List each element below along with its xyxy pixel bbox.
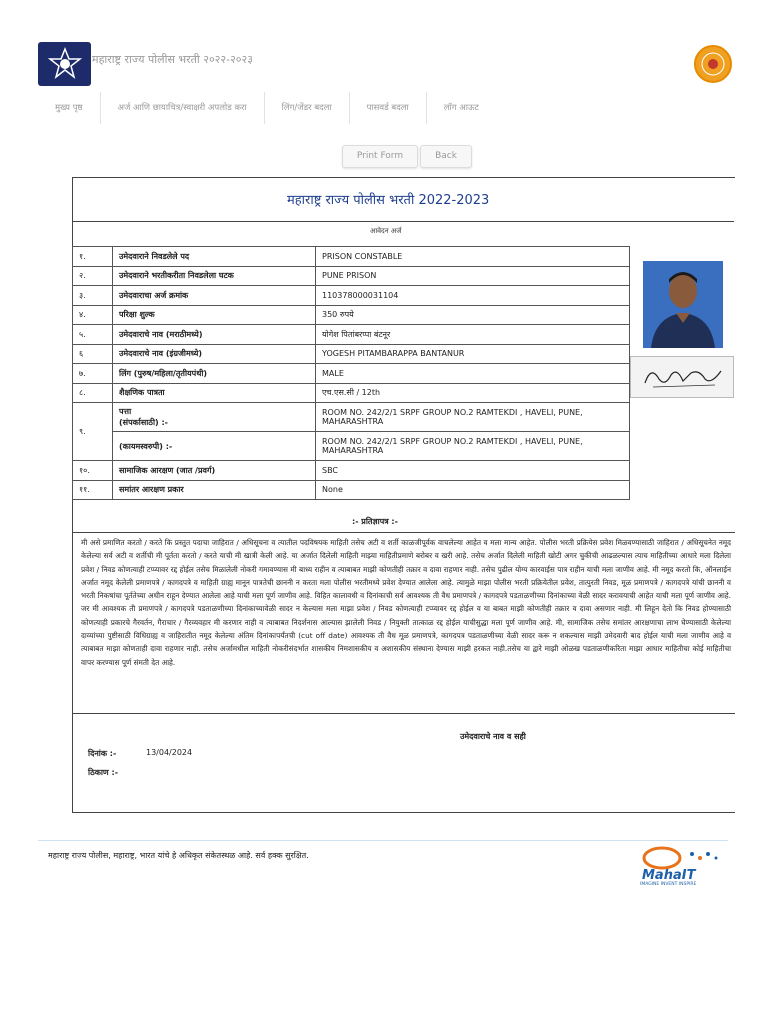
nav-item-upload[interactable]: अर्ज आणि छायाचित्र/स्वाक्षरी अपलोड करा	[101, 92, 265, 124]
site-title: महाराष्ट्र राज्य पोलीस भरती २०२२-२०२३	[92, 53, 253, 66]
declaration-text: मी असे प्रमाणित करतो / करते कि प्रस्तुत पदाचा जाहिरात / अधिसूचना व त्यातील पदविषयक माहिती तसेच अटी व शर्ती काळजीपूर्वक वाचलेल्या आहेत व मला मान्य आहेत. पोलीस भरती प्रक्रियेस प्रवेश मिळवण्यासाठी जाहिरात / अधिसूचनेत नमूद केलेल्या सर्व अटी व शर्तीची मी पूर्तता करतो / करते याची मी खात्री केली आहे. या अर्जात दिलेली माहिती माझ्या माहितीप्रमाणे बरोबर व खरी आहे. तसेच अर्जात दिलेली माहिती खोटी अगर चुकीची आढळल्यास त्याच माहितीच्या आधारे मला दिलेला प्रवेश / निवड कोणत्याही टप्प्यावर रद्द होईल तसेच मिळालेली नोकरी गमावण्यास मी बाध्य राहीन व त्याबाबत माझी कोणतीही तक्रार व दावा राहणार नाही. तसेच पुढील योग्य कारवाईस पात्र राहीन याची मला जाणीव आहे. मी नमूद करतो कि, ऑनलाईन अर्जात नमूद केलेली प्रमाणपत्रे / कागदपत्रे व माहिती ग्राह्य मानून पात्रतेची छाननी न करता मला पोलीस भरतीमध्ये प्रवेश देण्यात आलेला आहे. त्यामुळे माझा पोलीस भरती प्रक्रियेतील प्रवेश, तात्पुरती निवड, मूळ प्रमाणपत्रे / कागदपत्रे यांची छाननी व भरती निकषांचा पूर्ततेच्या अधीन राहून देण्यात आलेला आहे याची मला पूर्ण जाणीव आहे. विहित कालावधी व दिनांकाची सर्व आवश्यक ती वैध प्रमाणपत्रे / कागदपत्रे पडताळणीच्या दिनांकाच्या वेळी सादर करावयाची आहेत याची मला पूर्ण जाणीव आहे. जर मी आवश्यक ती प्रमाणपत्रे / कागदपत्रे पडताळणीच्या दिनांकाच्यावेळी सादर न केल्यास मला माझा प्रवेश / निवड कोणत्याही टप्प्यावर रद्द होईल व या बाबत माझी कोणतीही तक्रार व दावा असणार नाही. मी लिहून देतो कि निवड होण्यासाठी कोणत्याही प्रकारचे गैरवर्तन, गैराचार / गैरव्यवहार मी करणार नाही व त्याबाबत निदर्शनास आल्यास झालेली निवड / नियुक्ती तात्काळ रद्द होईल याचीसुद्धा मला पूर्ण जाणीव आहे. मी, सामाजिक तसेच समांतर आरक्षणाचा लाभ घेण्यासाठी केलेल्या दाव्यांच्या पुष्टीसाठी विधिग्राह्य व जाहिरातीत नमूद केलेल्या अंतिम दिनांकापर्यंतची (cut off date) आवश्यक ती वैध मूळ प्रमाणपत्रे, कागदपत्र पडताळणीच्या वेळी सादर करू न शकल्यास माझी उमेदवारी बाद होईल याची मला जाणीव आहे व त्याबाबत माझा कोणताही दावा राहणार नाही. तसेच अर्जामधील माहिती नोकरीसंदर्भात शासकीय निमशासकीय व अशासकीय संस्थाना देण्यास माझी हरकत नाही.तसेच या द्वारे माझी ओळख पडताळणीकरिता माझा आधार माहितीचा कोई माहितीचा वापर करण्यास पूर्ण संमती देत आहे.	[81, 538, 731, 667]
seal-icon	[700, 51, 726, 77]
row-value: SBC	[316, 461, 630, 481]
table-row	[73, 480, 630, 500]
table-row	[73, 305, 630, 325]
form-subtitle: आवेदन अर्ज	[370, 227, 402, 235]
address-comm-value: ROOM NO. 242/2/1 SRPF GROUP NO.2 RAMTEKDI , HAVELI, PUNE, MAHARASHTRA	[316, 403, 630, 432]
candidate-signature	[630, 356, 734, 398]
address-perm-label: (कायमस्वरुपी) :-	[113, 432, 316, 461]
table-row	[73, 325, 630, 345]
row-number: ७.	[73, 364, 113, 384]
row-label: समांतर आरक्षण प्रकार	[113, 480, 316, 500]
mahait-tagline: IMAGINE INVENT INSPIRE	[640, 882, 697, 887]
row-value: YOGESH PITAMBARAPPA BANTANUR	[316, 344, 630, 364]
row-number: ११.	[73, 480, 113, 500]
row-value: एच.एस.सी / 12th	[316, 383, 630, 403]
row-label: उमेदवाराने निवडलेले पद	[113, 247, 316, 267]
row-label: लिंग (पुरुष/महिला/तृतीयपंथी)	[113, 364, 316, 384]
row-value: MALE	[316, 364, 630, 384]
table-row	[73, 266, 630, 286]
person-photo-icon	[643, 261, 723, 348]
nav-item-logout[interactable]: लॉग आऊट	[443, 103, 479, 113]
police-emblem-logo	[38, 42, 91, 86]
row-value: None	[316, 480, 630, 500]
government-seal-logo	[694, 45, 732, 83]
declaration-heading: :- प्रतिज्ञापत्र :-	[352, 517, 398, 526]
details-table	[72, 246, 630, 500]
row-number: ३.	[73, 286, 113, 306]
row-value: 110378000031104	[316, 286, 630, 306]
back-button[interactable]: Back	[420, 145, 472, 168]
place-label: ठिकाण :-	[88, 768, 119, 777]
table-row	[73, 383, 630, 403]
police-emblem-icon	[45, 45, 85, 83]
row-value: योगेश पितांबरप्पा बंटनूर	[316, 325, 630, 345]
row-value: PUNE PRISON	[316, 266, 630, 286]
print-form-button[interactable]: Print Form	[342, 145, 418, 168]
row-number: ५.	[73, 325, 113, 345]
table-row-address-comm	[73, 403, 630, 432]
mahait-logo	[620, 842, 730, 888]
table-row-address-perm	[73, 432, 630, 461]
row-number: १०.	[73, 461, 113, 481]
row-label: उमेदवाराचा अर्ज क्रमांक	[113, 286, 316, 306]
row-number: ४.	[73, 305, 113, 325]
nav-item-change-password[interactable]: पासवर्ड बदला	[350, 92, 427, 124]
row-number: ८.	[73, 383, 113, 403]
nav-item-change-gender[interactable]: लिंग/जेंडर बदला	[265, 92, 350, 124]
mahait-logo-text: MahaIT	[642, 868, 696, 883]
nav-item-home[interactable]: मुख्य पृष्ठ	[38, 92, 101, 124]
address-label: पत्ता	[119, 407, 132, 416]
table-row	[73, 364, 630, 384]
row-label-address-comm	[113, 403, 316, 432]
date-label: दिनांक :-	[88, 749, 117, 758]
date-value: 13/04/2024	[146, 748, 193, 757]
main-nav	[38, 92, 496, 124]
row-label: उमेदवाराचे नाव (मराठीमध्ये)	[113, 325, 316, 345]
candidate-photo	[643, 261, 723, 348]
row-label: शैक्षणिक पात्रता	[113, 383, 316, 403]
table-row	[73, 247, 630, 267]
row-number: ६	[73, 344, 113, 364]
row-label: उमेदवाराचे नाव (इंग्रजीमध्ये)	[113, 344, 316, 364]
signature-label: उमेदवाराचे नाव व सही	[460, 732, 526, 741]
address-comm-label: (संपर्कासाठी) :-	[119, 418, 168, 427]
row-value: PRISON CONSTABLE	[316, 247, 630, 267]
row-value: 350 रुपये	[316, 305, 630, 325]
row-number: २.	[73, 266, 113, 286]
footer-copyright: महाराष्ट्र राज्य पोलीस, महाराष्ट्र, भारत यांचे हे अधिकृत संकेतस्थळ आहे. सर्व हक्क सुरक्षित.	[48, 851, 309, 860]
footer-divider	[38, 840, 728, 841]
form-title: महाराष्ट्र राज्य पोलीस भरती 2022-2023	[287, 193, 490, 208]
row-number: ९.	[73, 403, 113, 461]
table-row	[73, 344, 630, 364]
table-row	[73, 461, 630, 481]
row-label: सामाजिक आरक्षण (जात /प्रवर्ग)	[113, 461, 316, 481]
row-label: उमेदवाराने भरतीकरीता निवडलेला घटक	[113, 266, 316, 286]
address-perm-value: ROOM NO. 242/2/1 SRPF GROUP NO.2 RAMTEKDI , HAVELI, PUNE, MAHARASHTRA	[316, 432, 630, 461]
signature-icon	[631, 357, 733, 397]
row-number: १.	[73, 247, 113, 267]
table-row	[73, 286, 630, 306]
row-label: परिक्षा शुल्क	[113, 305, 316, 325]
